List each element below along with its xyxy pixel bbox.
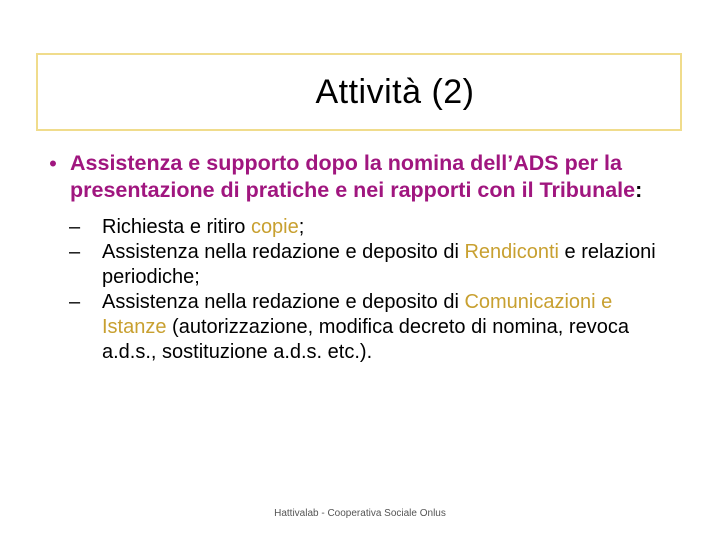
main-bullet	[36, 150, 686, 204]
dash-icon: –	[69, 291, 81, 313]
main-bullet-colon: :	[635, 178, 643, 202]
slide-title: Attività (2)	[315, 72, 475, 111]
sub-text-part: (autorizzazione, modifica decreto di nomina, revoca a.d.s., sostituzione a.d.s. etc.).	[102, 316, 629, 363]
sub-text-part: Assistenza nella redazione e deposito di	[102, 241, 465, 263]
sub-bullet-text	[102, 215, 677, 240]
sub-bullet-item	[69, 240, 686, 290]
sub-text-part: Richiesta e ritiro	[102, 216, 251, 238]
highlight-term: copie	[250, 216, 299, 238]
dash-icon: –	[69, 241, 81, 263]
sub-bullet-item	[69, 290, 686, 365]
sub-text-part: Assistenza nella redazione e deposito di	[102, 291, 465, 313]
sub-bullet-item	[69, 215, 686, 240]
title-box	[36, 53, 682, 131]
slide-content	[36, 150, 686, 365]
dash-icon: –	[69, 216, 81, 238]
sub-bullet-text	[102, 240, 677, 290]
highlight-term: Rendiconti	[464, 241, 559, 263]
sub-bullet-text	[102, 290, 677, 365]
highlight-term: Comunicazioni e Istanze	[102, 291, 613, 338]
main-bullet-label: Assistenza e supporto dopo la nomina dell’ADS per la presentazione di pratiche e nei rapporti con il Tribunale	[70, 151, 636, 202]
main-bullet-text	[70, 150, 680, 204]
slide-footer: Hattivalab - Cooperativa Sociale Onlus	[274, 508, 446, 519]
sub-bullet-list	[36, 215, 686, 365]
sub-text-part: e relazioni periodiche;	[102, 241, 656, 288]
bullet-dot-icon: •	[49, 151, 57, 176]
sub-text-part: ;	[298, 216, 305, 238]
